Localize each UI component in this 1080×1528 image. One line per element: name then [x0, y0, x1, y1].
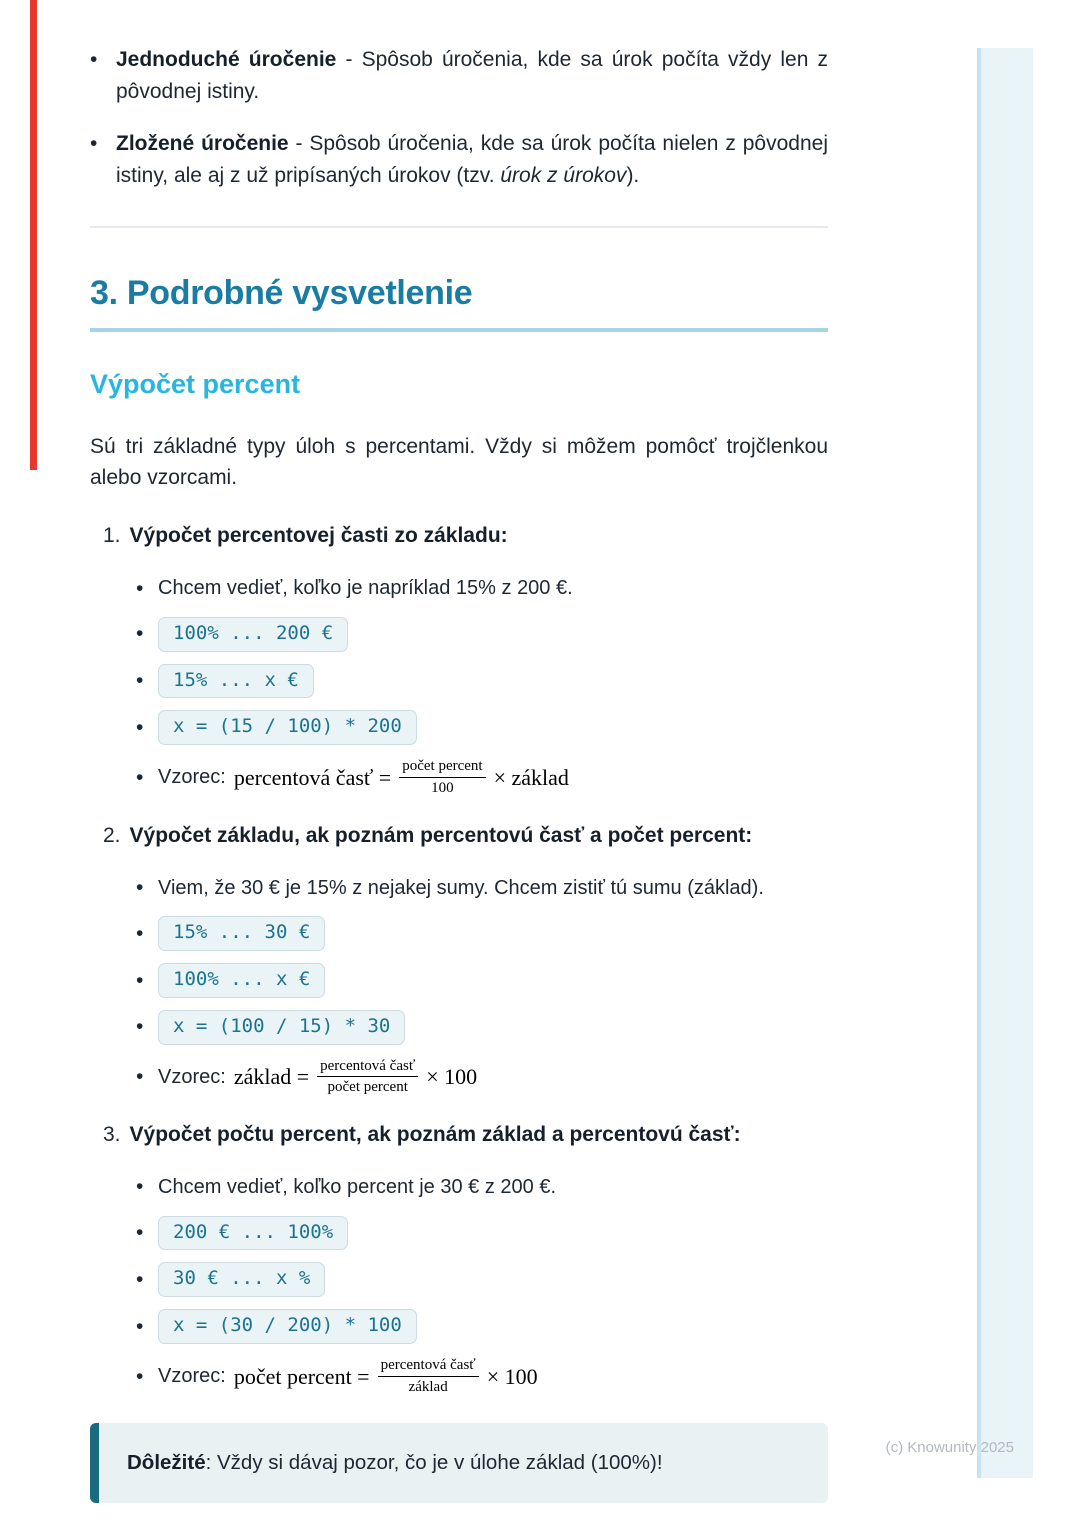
intro-bullet-text [116, 44, 828, 108]
code-chip: x = (15 / 100) * 200 [158, 710, 417, 745]
left-margin-red-line [30, 0, 37, 470]
step-code [136, 710, 828, 745]
formula-label: Vzorec: [158, 766, 226, 789]
bullet-icon [136, 618, 158, 650]
step-text: Chcem vedieť, koľko percent je 30 € z 200 €. [158, 1176, 556, 1199]
formula-label: Vzorec: [158, 1365, 226, 1388]
bullet-icon [136, 1361, 158, 1393]
bullet-icon [136, 1171, 158, 1203]
code-chip: x = (100 / 15) * 30 [158, 1010, 405, 1045]
problem-number: 1. [103, 524, 121, 548]
right-blue-stripe [977, 48, 1033, 1478]
list-item [90, 128, 828, 192]
bullet-icon [136, 665, 158, 697]
callout-keyword: Dôležité [127, 1450, 206, 1474]
fraction-denominator: základ [408, 1378, 448, 1395]
subsection-heading: Výpočet percent [90, 369, 301, 400]
problem-title-row [90, 520, 828, 552]
fraction-numerator: percentová časť [378, 1356, 479, 1377]
intro-bullet-list [90, 44, 828, 192]
problem-item-1 [90, 520, 828, 797]
formula [158, 757, 569, 798]
math-rhs: × 100 [426, 1064, 478, 1090]
problem-type-list [90, 520, 828, 1396]
lead-paragraph: Sú tri základné typy úloh s percentami. Vždy si môžem pomôcť trojčlenkou alebo vzorcami. [90, 434, 828, 490]
important-callout [90, 1423, 828, 1504]
step-code [136, 664, 828, 699]
step-description [136, 871, 828, 904]
step-formula [136, 1356, 828, 1397]
step-text: Viem, že 30 € je 15% z nejakej sumy. Chcem zistiť tú sumu (základ). [158, 876, 764, 899]
fraction [399, 757, 485, 798]
fraction-numerator: percentová časť [317, 1057, 418, 1078]
problem-title: Výpočet základu, ak poznám percentovú časť a počet percent: [129, 823, 753, 847]
math-lhs: percentová časť = [233, 764, 392, 790]
code-chip: 200 € ... 100% [158, 1216, 348, 1251]
step-code [136, 1262, 828, 1297]
term-definition-end: ). [626, 163, 640, 187]
math-expression [234, 1356, 538, 1397]
bullet-icon [90, 128, 116, 192]
code-chip: x = (30 / 200) * 100 [158, 1309, 417, 1344]
problem-item-2 [90, 820, 828, 1097]
term-definition: - Spôsob úročenia, kde sa úrok počíta nielen z pôvodnej istiny, ale aj z už pripísaných úrokov (tzv. [116, 131, 828, 187]
steps-list [90, 572, 828, 798]
list-item [90, 44, 828, 108]
problem-title-row [90, 820, 828, 852]
steps-list [90, 871, 828, 1097]
intro-bullet-text [116, 128, 828, 192]
math-expression [234, 1057, 477, 1098]
step-text: Chcem vedieť, koľko je napríklad 15% z 200 €. [158, 577, 573, 600]
step-formula [136, 757, 828, 798]
fraction [317, 1057, 418, 1098]
step-code [136, 617, 828, 652]
term-simple-interest: Jednoduché úročenie [116, 48, 337, 71]
bullet-icon [136, 712, 158, 744]
fraction-numerator: počet percent [399, 757, 485, 778]
formula [158, 1356, 538, 1397]
step-code [136, 1216, 828, 1251]
problem-title: Výpočet percentovej časti zo základu: [129, 524, 508, 548]
step-code [136, 963, 828, 998]
bullet-icon [136, 573, 158, 605]
math-lhs: počet percent = [233, 1363, 370, 1389]
bullet-icon [136, 872, 158, 904]
copyright-watermark: (c) Knowunity 2025 [885, 1439, 1014, 1456]
fraction-denominator: počet percent [327, 1079, 408, 1096]
code-chip: 30 € ... x % [158, 1262, 325, 1297]
bullet-icon [136, 762, 158, 794]
formula [158, 1057, 477, 1098]
section-divider [90, 226, 828, 228]
term-compound-interest: Zložené úročenie [116, 131, 289, 155]
math-rhs: × základ [493, 764, 569, 790]
step-code [136, 1010, 828, 1045]
step-description [136, 1171, 828, 1204]
step-formula [136, 1057, 828, 1098]
problem-number: 2. [103, 823, 121, 847]
code-chip: 100% ... 200 € [158, 617, 348, 652]
step-code [136, 916, 828, 951]
bullet-icon [136, 1311, 158, 1343]
math-expression [234, 757, 569, 798]
callout-text: : Vždy si dávaj pozor, čo je v úlohe základ (100%)! [205, 1450, 663, 1474]
bullet-icon [136, 1061, 158, 1093]
bullet-icon [90, 44, 116, 108]
bullet-icon [136, 1011, 158, 1043]
problem-title: Výpočet počtu percent, ak poznám základ a percentovú časť: [129, 1123, 741, 1147]
code-chip: 15% ... x € [158, 664, 314, 699]
formula-label: Vzorec: [158, 1065, 226, 1088]
math-lhs: základ = [233, 1064, 310, 1090]
step-code [136, 1309, 828, 1344]
bullet-icon [136, 1264, 158, 1296]
section-heading: 3. Podrobné vysvetlenie [90, 272, 828, 333]
code-chip: 100% ... x € [158, 963, 325, 998]
steps-list [90, 1171, 828, 1397]
code-chip: 15% ... 30 € [158, 916, 325, 951]
step-description [136, 572, 828, 605]
bullet-icon [136, 965, 158, 997]
bullet-icon [136, 1217, 158, 1249]
term-definition: - Spôsob úročenia, kde sa úrok počíta vždy len z pôvodnej istiny. [116, 48, 829, 103]
bullet-icon [136, 918, 158, 950]
problem-number: 3. [103, 1123, 121, 1147]
problem-item-3 [90, 1119, 828, 1396]
fraction-denominator: 100 [431, 779, 454, 796]
italic-phrase: úrok z úrokov [500, 163, 627, 187]
document-content [90, 0, 828, 1503]
math-rhs: × 100 [486, 1363, 538, 1389]
fraction [378, 1356, 479, 1397]
problem-title-row [90, 1119, 828, 1151]
